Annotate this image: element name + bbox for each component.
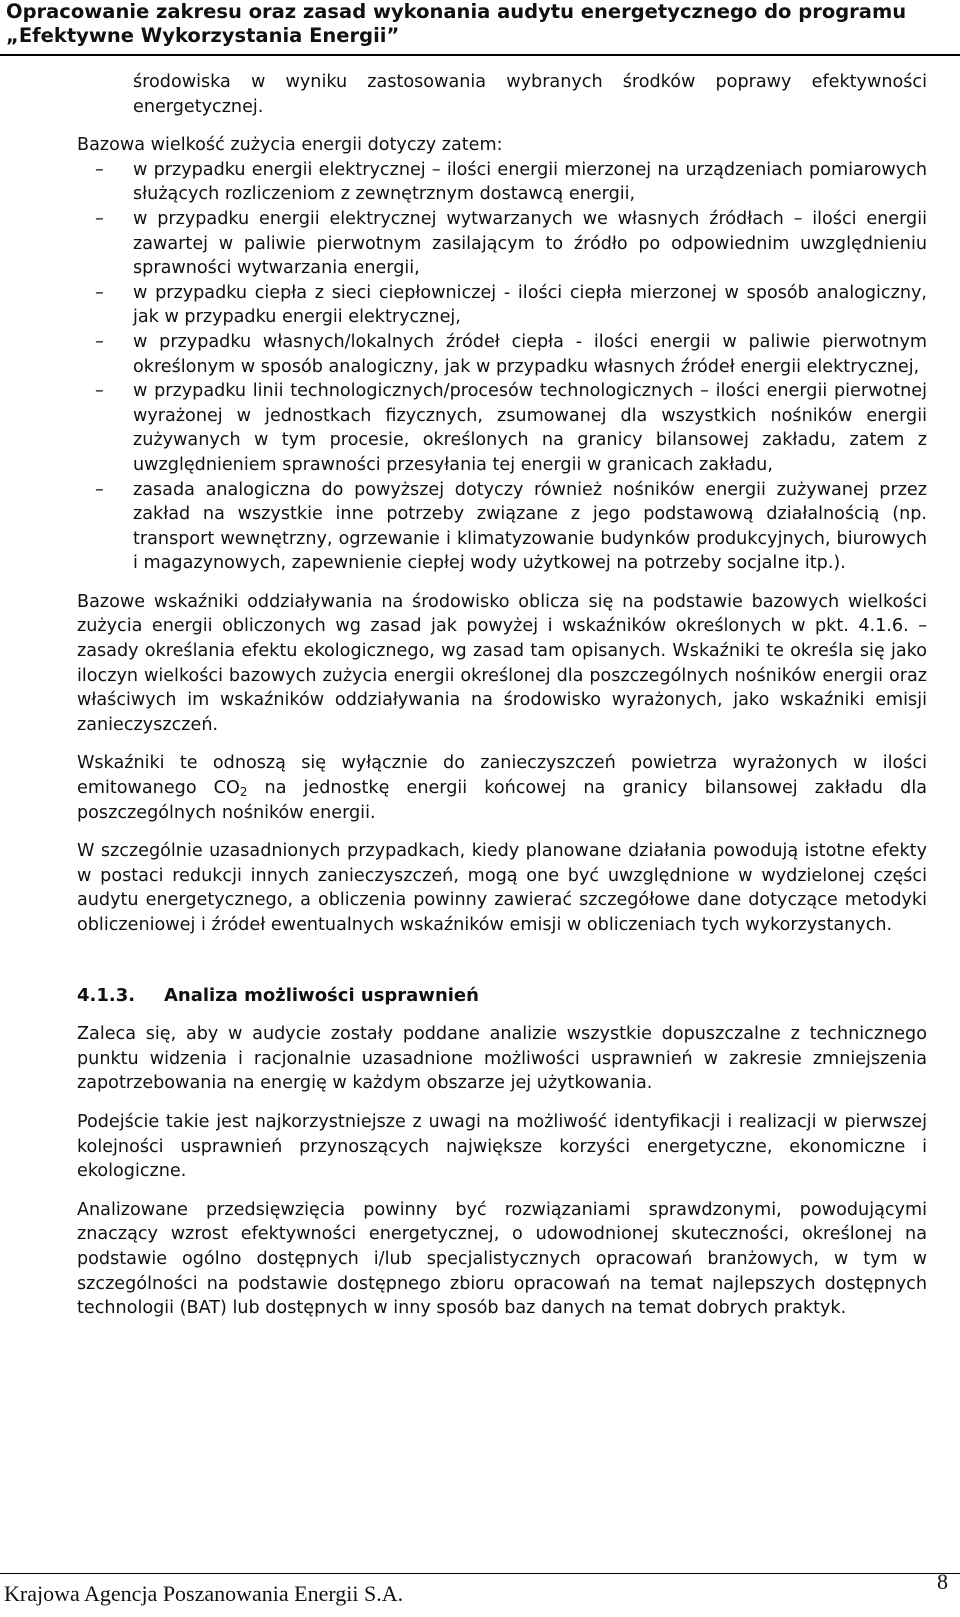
base-consumption-list xyxy=(77,158,927,576)
paragraph-co2 xyxy=(77,751,927,825)
paragraph-analyzed-measures: Analizowane przedsięwzięcia powinny być rozwiązaniami sprawdzonymi, powodującymi znaczący wzrost efektywności energetycznej, o udowodnionej skuteczności, określonej na podstawie ogólno dostępnych i/lub specjalistycznych opracowań branżowych, w tym w szczególności na podstawie dostępnego zbioru opracowań na temat najlepszych dostępnych technologii (BAT) lub dostępnych w inny sposób baz danych na temat dobrych praktyk. xyxy=(77,1199,927,1319)
list-item xyxy=(77,379,927,477)
dash-bullet: – xyxy=(95,159,104,180)
list-item-text: w przypadku energii elektrycznej wytwarzanych we własnych źródłach – ilości energii zawartej w paliwie pierwotnym zasilającym to źródło po odpowiednim uwzględnieniu sprawności wytwarzania energii, xyxy=(133,208,927,279)
paragraph-continuation: środowiska w wyniku zastosowania wybranych środków poprawy efektywności energetycznej. xyxy=(133,72,927,117)
header-divider xyxy=(0,54,960,56)
list-item xyxy=(77,207,927,281)
section-number: 4.1.3. xyxy=(77,984,136,1006)
header-title-line-2: „Efektywne Wykorzystania Energii” xyxy=(6,24,400,47)
co2-subscript: 2 xyxy=(239,785,248,800)
header-title-line-1: Opracowanie zakresu oraz zasad wykonania audytu energetycznego do programu xyxy=(6,0,907,23)
list-item xyxy=(77,158,927,207)
list-item-text: w przypadku własnych/lokalnych źródeł ciepła - ilości energii w paliwie pierwotnym określonym w sposób analogiczny, jak w przypadku własnych źródeł energii elektrycznej, xyxy=(133,331,927,377)
page-number: 8 xyxy=(937,1569,948,1594)
section-title: Analiza możliwości usprawnień xyxy=(164,984,479,1006)
paragraph-approach: Podejście takie jest najkorzystniejsze z uwagi na możliwość identyfikacji i realizacji w pierwszej kolejności usprawnień przynoszących największe korzyści energetyczne, ekonomiczne i ekologiczne. xyxy=(77,1111,927,1182)
paragraph-special-cases: W szczególnie uzasadnionych przypadkach, kiedy planowane działania powodują istotne efekty w postaci redukcji innych zanieczyszczeń, mogą one być uwzględnione w wydzielonej części audytu energetycznego, a obliczenia powinny zawierać szczegółowe dane dotyczące metodyki obliczeniowej i źródeł ewentualnych wskaźników emisji w obliczeniach tych wykorzystanych. xyxy=(77,841,927,935)
paragraph-recommendation: Zaleca się, aby w audycie zostały poddane analizie wszystkie dopuszczalne z technicznego punktu widzenia i racjonalnie uzasadnione możliwości usprawnień w zakresie zmniejszenia zapotrzebowania na energię w każdym obszarze jej użytkowania. xyxy=(77,1024,927,1094)
footer-organization: Krajowa Agencja Poszanowania Energii S.A. xyxy=(4,1581,404,1606)
list-item-text: w przypadku linii technologicznych/procesów technologicznych – ilości energii pierwotnej wyrażonej w jednostkach fizycznych, zsumowanej dla wszystkich nośników energii zużywanych w tym procesie, określonych na granicy bilansowej zakładu, zatem z uwzględnieniem sprawności przesyłania tej energii w granicach zakładu, xyxy=(133,381,927,475)
co2-text-after: na jednostkę energii końcowej na granicy bilansowej zakładu dla poszczególnych nośników energii. xyxy=(77,778,927,823)
footer-divider xyxy=(0,1573,960,1574)
dash-bullet: – xyxy=(95,381,104,402)
paragraph-base-intro: Bazowa wielkość zużycia energii dotyczy zatem: xyxy=(77,135,503,156)
dash-bullet: – xyxy=(95,208,104,229)
co2-text-before: Wskaźniki te odnoszą się wyłącznie do zanieczyszczeń powietrza wyrażonych w ilości emitowanego CO xyxy=(77,753,927,799)
paragraph-indicators: Bazowe wskaźniki oddziaływania na środowisko oblicza się na podstawie bazowych wielkości zużycia energii obliczonych wg zasad jak powyżej i wskaźników określonych w pkt. 4.1.6. – zasady określania efektu ekologicznego, wg zasad tam opisanych. Wskaźniki te określa się jako iloczyn wielkości bazowych zużycia energii określonej dla poszczególnych nośników energii oraz właściwych im wskaźników oddziaływania na środowisko wyrażonych, jako wskaźniki emisji zanieczyszczeń. xyxy=(77,591,927,735)
list-item-text: zasada analogiczna do powyższej dotyczy również nośników energii zużywanej przez zakład na wszystkie inne potrzeby związane z jego podstawową działalnością (np. transport wewnętrzny, ogrzewanie i klimatyzowanie budynków produkcyjnych, biurowych i magazynowych, zapewnienie ciepłej wody użytkowej na potrzeby socjalne itp.). xyxy=(133,479,927,574)
list-item xyxy=(77,330,927,379)
list-item xyxy=(77,478,927,576)
page-header xyxy=(0,0,960,62)
list-item-text: w przypadku energii elektrycznej – ilości energii mierzonej na urządzeniach pomiarowych służących rozliczeniom z zewnętrznym dostawcą energii, xyxy=(133,159,927,205)
dash-bullet: – xyxy=(95,331,104,352)
section-heading xyxy=(77,984,927,1009)
dash-bullet: – xyxy=(95,282,104,303)
list-item xyxy=(77,281,927,330)
document-body xyxy=(77,70,927,1321)
list-item-text: w przypadku ciepła z sieci ciepłowniczej - ilości ciepła mierzonej w sposób analogiczny, jak w przypadku energii elektrycznej, xyxy=(133,282,927,328)
dash-bullet: – xyxy=(95,479,104,500)
